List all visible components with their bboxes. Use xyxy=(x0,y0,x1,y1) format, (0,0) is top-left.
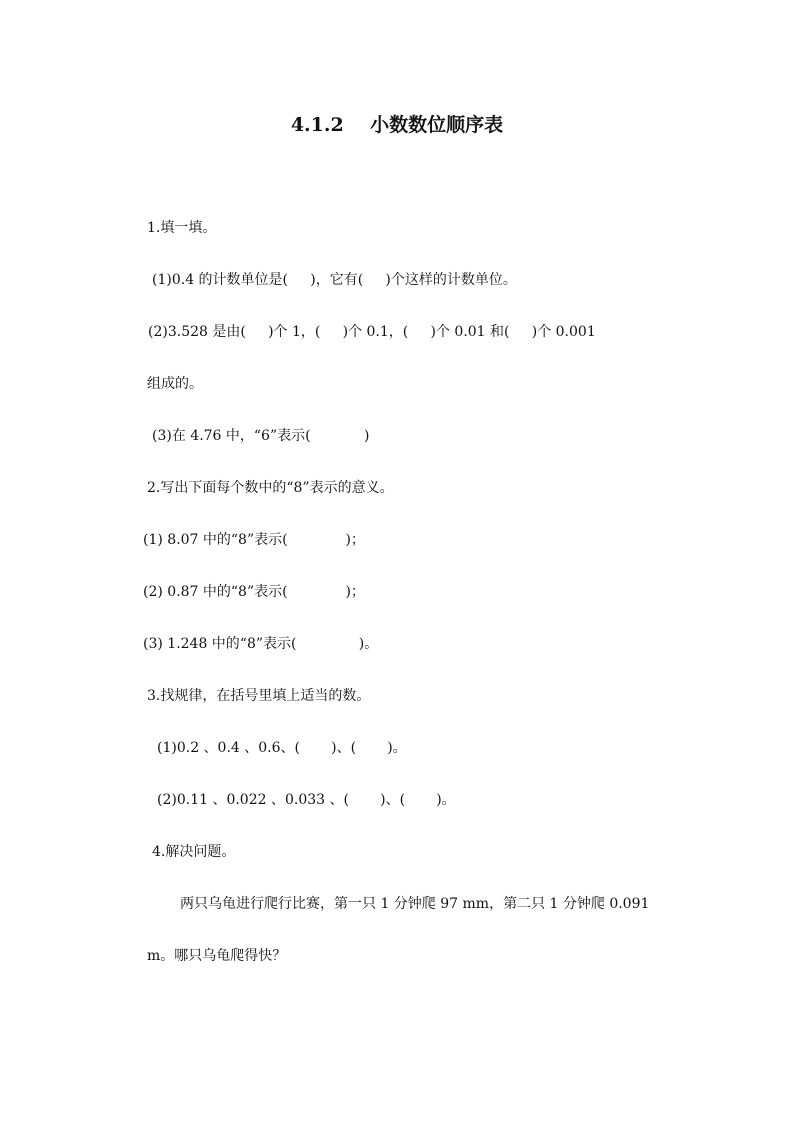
q4-text-line2: m。哪只乌龟爬得快？ xyxy=(147,948,287,964)
q4-heading: 4.解决问题。 xyxy=(152,844,236,860)
q1-item3: (3)在 4.76 中，“6”表示( ) xyxy=(152,428,370,444)
q1-item2-line1: (2)3.528 是由( )个 1，( )个 0.1，( )个 0.01 和( )个 0.001 xyxy=(148,324,596,340)
q2-item2: (2) 0.87 中的“8”表示( )； xyxy=(143,584,365,600)
page-title: 4.1.2 小数数位顺序表 xyxy=(290,114,504,136)
q1-item1: (1)0.4 的计数单位是( )，它有( )个这样的计数单位。 xyxy=(152,272,517,288)
q1-item2-line2: 组成的。 xyxy=(147,376,203,392)
q2-item3: (3) 1.248 中的“8”表示( )。 xyxy=(143,636,379,652)
q1-heading: 1.填一填。 xyxy=(147,220,217,236)
q2-heading: 2.写出下面每个数中的“8”表示的意义。 xyxy=(147,480,394,496)
q3-item1: (1)0.2 、0.4 、0.6、( )、( )。 xyxy=(157,740,407,756)
q3-item2: (2)0.11 、0.022 、0.033 、( )、( )。 xyxy=(157,792,456,808)
q2-item1: (1) 8.07 中的“8”表示( )； xyxy=(143,532,365,548)
q4-text-line1: 两只乌龟进行爬行比赛，第一只 1 分钟爬 97 mm，第二只 1 分钟爬 0.091 xyxy=(180,896,650,912)
q3-heading: 3.找规律，在括号里填上适当的数。 xyxy=(147,688,371,704)
